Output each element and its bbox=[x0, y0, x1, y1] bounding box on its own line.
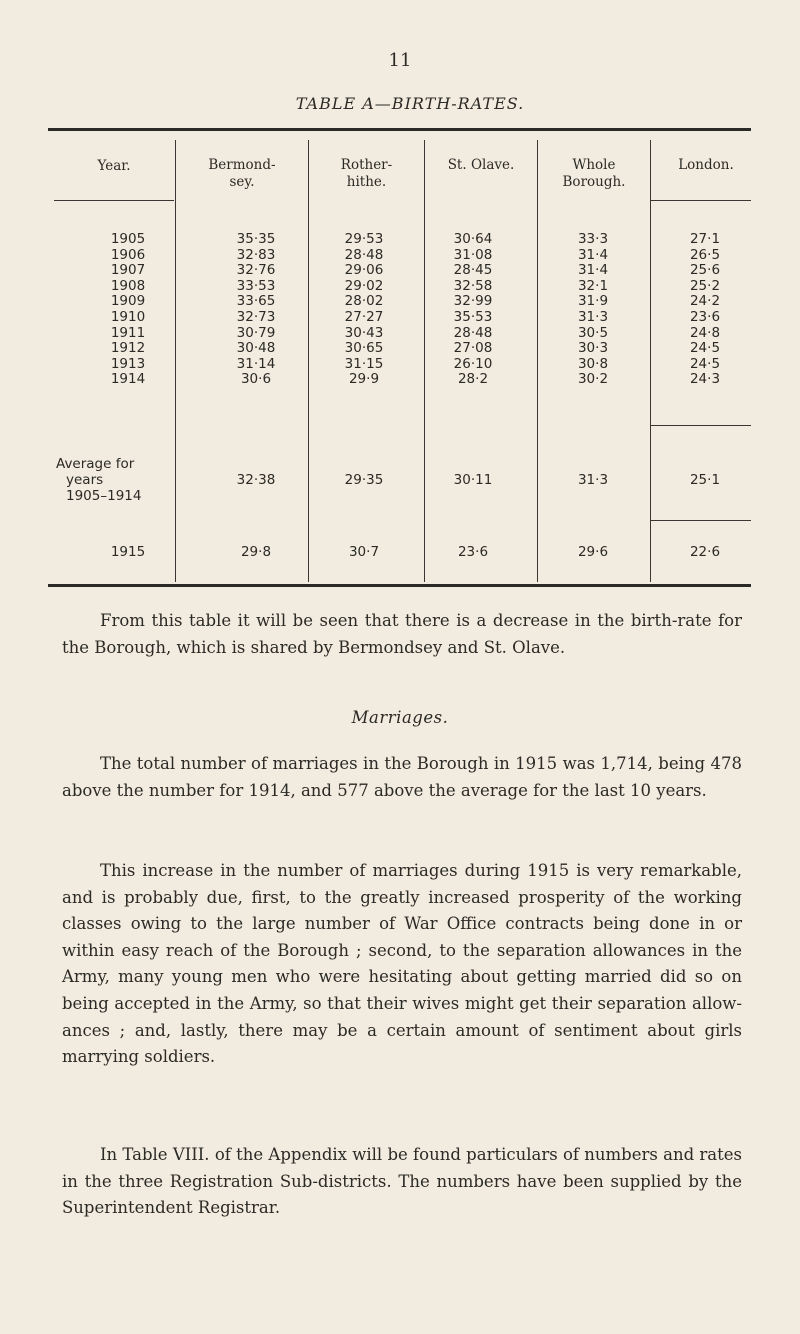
header-rule-left bbox=[54, 200, 174, 201]
header-whole-borough-line2: Borough. bbox=[562, 174, 626, 190]
table-row: 1907 bbox=[110, 262, 146, 279]
table-row: 1905 bbox=[110, 231, 146, 247]
table-row: 1914 bbox=[110, 371, 146, 388]
header-rule-right bbox=[651, 200, 751, 201]
london-column bbox=[655, 232, 755, 388]
average-rule-bottom bbox=[651, 520, 751, 521]
table-title: TABLE A—BIRTH-RATES. bbox=[295, 94, 525, 113]
section-heading-marriages: Marriages. bbox=[351, 708, 449, 727]
table-row: 28·2 bbox=[457, 371, 489, 388]
year-1915-whole-borough: 29·6 bbox=[577, 544, 609, 560]
year-column bbox=[78, 232, 178, 388]
table-row: 1908 bbox=[110, 277, 146, 294]
table-row: 24·2 bbox=[689, 293, 721, 310]
table-row: 33·65 bbox=[236, 293, 276, 310]
table-row: 30·48 bbox=[236, 340, 276, 357]
table-row: 29·06 bbox=[344, 262, 384, 279]
table-row: 25·6 bbox=[689, 262, 721, 279]
paragraph-decrease: From this table it will be seen that there is a decrease in the birth-rate for the Borough, which is shared by Bermondsey and St. Olave. bbox=[62, 611, 742, 657]
table-row: 32·58 bbox=[453, 277, 493, 294]
header-year-text: Year. bbox=[97, 158, 131, 174]
paragraph-marriages-total: The total number of marriages in the Borough in 1915 was 1,714, being 478 above the number for 1914, and 577 above the average for the last 10 years. bbox=[62, 754, 742, 800]
header-bermondsey-line2: sey. bbox=[229, 174, 255, 190]
table-row: 27·1 bbox=[689, 231, 721, 247]
average-london: 25·1 bbox=[689, 472, 721, 488]
table-row: 31·3 bbox=[577, 308, 609, 325]
header-bermondsey-line1: Bermond- bbox=[208, 157, 276, 173]
table-row: 32·73 bbox=[236, 308, 276, 325]
table-row: 24·8 bbox=[689, 324, 721, 341]
col-divider-5 bbox=[650, 140, 651, 582]
table-row: 1911 bbox=[110, 324, 146, 341]
table-row: 24·5 bbox=[689, 355, 721, 372]
table-row: 31·4 bbox=[577, 262, 609, 279]
average-whole-borough: 31·3 bbox=[577, 472, 609, 488]
st-olave-column bbox=[423, 232, 523, 388]
table-row: 30·64 bbox=[453, 231, 493, 247]
table-row: 32·76 bbox=[236, 262, 276, 279]
table-bottom-rule bbox=[48, 584, 751, 587]
table-row: 27·08 bbox=[453, 340, 493, 357]
table-row: 24·5 bbox=[689, 340, 721, 357]
average-label-line2: years bbox=[66, 472, 104, 488]
table-row: 30·65 bbox=[344, 340, 384, 357]
table-row: 27·27 bbox=[344, 308, 384, 325]
header-rotherhithe-line1: Rother- bbox=[340, 157, 393, 173]
table-top-rule bbox=[48, 128, 751, 131]
table-row: 28·45 bbox=[453, 262, 493, 279]
table-row: 1906 bbox=[110, 246, 146, 263]
table-row: 28·48 bbox=[344, 246, 384, 263]
table-row: 30·6 bbox=[240, 371, 272, 388]
year-1915-london: 22·6 bbox=[689, 544, 721, 560]
average-label bbox=[56, 456, 174, 504]
header-st-olave-text: St. Olave. bbox=[447, 157, 515, 173]
table-row: 32·1 bbox=[577, 277, 609, 294]
table-row: 30·8 bbox=[577, 355, 609, 372]
table-row: 28·48 bbox=[453, 324, 493, 341]
table-row: 30·43 bbox=[344, 324, 384, 341]
table-row: 31·4 bbox=[577, 246, 609, 263]
year-1915-label: 1915 bbox=[110, 544, 146, 560]
table-row: 1910 bbox=[110, 308, 146, 325]
table-row: 33·53 bbox=[236, 277, 276, 294]
table-row: 35·53 bbox=[453, 308, 493, 325]
table-row: 1912 bbox=[110, 340, 146, 357]
average-rule-top bbox=[651, 425, 751, 426]
average-st-olave: 30·11 bbox=[453, 472, 493, 488]
table-row: 29·53 bbox=[344, 231, 384, 247]
table-row: 28·02 bbox=[344, 293, 384, 310]
col-divider-2 bbox=[308, 140, 309, 582]
bermondsey-column bbox=[206, 232, 306, 388]
table-row: 30·3 bbox=[577, 340, 609, 357]
table-row: 31·14 bbox=[236, 355, 276, 372]
table-row: 31·9 bbox=[577, 293, 609, 310]
table-row: 35·35 bbox=[236, 231, 276, 247]
table-row: 29·02 bbox=[344, 277, 384, 294]
table-row: 31·08 bbox=[453, 246, 493, 263]
paragraph-appendix-note: In Table VIII. of the Appendix will be found particulars of numbers and rates in the three Registration Sub-districts. The numbers have been supplied by the Superintendent Registrar. bbox=[62, 1145, 742, 1218]
rotherhithe-column bbox=[314, 232, 414, 388]
average-rotherhithe: 29·35 bbox=[344, 472, 384, 488]
header-bermondsey bbox=[176, 157, 308, 191]
year-1915-rotherhithe: 30·7 bbox=[348, 544, 380, 560]
table-row: 26·5 bbox=[689, 246, 721, 263]
header-london bbox=[651, 157, 761, 174]
header-st-olave bbox=[425, 157, 537, 174]
whole-borough-column bbox=[543, 232, 643, 388]
table-row: 30·79 bbox=[236, 324, 276, 341]
paragraph-marriages-increase: This increase in the number of marriages during 1915 is very remarkable, and is probably due, first, to the greatly increased prosperity of the working classes owing to the large number of War Office contracts being done in or within easy reach of the Borough ; second, to the separation allowances in the Army, many young men who were hesitating about getting married did so on being accepted in the Army, so that their wives might get their separation allow-ances ; and, lastly, there may be a certain amount of sentiment about girls marrying soldiers. bbox=[62, 861, 742, 1067]
table-row: 24·3 bbox=[689, 371, 721, 388]
table-row: 25·2 bbox=[689, 277, 721, 294]
average-bermondsey: 32·38 bbox=[236, 472, 276, 488]
page-number: 11 bbox=[388, 50, 412, 71]
header-london-text: London. bbox=[678, 157, 734, 173]
table-row: 32·99 bbox=[453, 293, 493, 310]
table-row: 23·6 bbox=[689, 308, 721, 325]
table-row: 1909 bbox=[110, 293, 146, 310]
table-row: 31·15 bbox=[344, 355, 384, 372]
year-1915-st-olave: 23·6 bbox=[457, 544, 489, 560]
header-rotherhithe bbox=[309, 157, 424, 191]
average-label-line3: 1905–1914 bbox=[66, 488, 142, 504]
table-row: 29·9 bbox=[348, 371, 380, 388]
table-row: 30·5 bbox=[577, 324, 609, 341]
table-row: 33·3 bbox=[577, 231, 609, 247]
table-row: 1913 bbox=[110, 355, 146, 372]
table-row: 32·83 bbox=[236, 246, 276, 263]
col-divider-4 bbox=[537, 140, 538, 582]
table-row: 30·2 bbox=[577, 371, 609, 388]
header-whole-borough-line1: Whole bbox=[572, 157, 616, 173]
average-label-line1: Average for bbox=[56, 456, 135, 472]
table-row: 26·10 bbox=[453, 355, 493, 372]
year-1915-bermondsey: 29·8 bbox=[240, 544, 272, 560]
header-rotherhithe-line2: hithe. bbox=[346, 174, 387, 190]
header-year bbox=[54, 158, 174, 175]
header-whole-borough bbox=[538, 157, 650, 191]
